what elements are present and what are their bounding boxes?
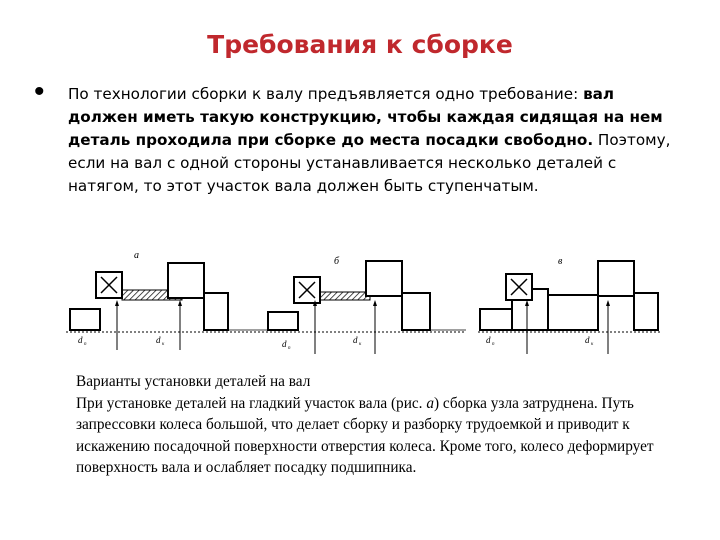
diameter-label: d (282, 339, 287, 349)
requirement-rest: Поэтому, если на вал с одной стороны устанавливается несколько деталей с натягом, то этот участок вала должен быть ступенчатым. (68, 131, 671, 195)
hatched-fit-zone (316, 292, 370, 300)
requirement-intro: По технологии сборки к валу предъявляется одно требование: (68, 85, 584, 103)
diameter-subscript: п (84, 342, 87, 347)
diameter-label: d (353, 335, 358, 345)
wheel (366, 261, 402, 296)
figure-caption (76, 371, 676, 479)
variant-b (266, 256, 466, 354)
diameter-subscript: к (162, 342, 165, 347)
wheel (598, 261, 634, 296)
variant-a (66, 250, 276, 350)
wheel (168, 263, 204, 298)
caption-text: При установке деталей на гладкий участок вала (рис. а) сборка узла затруднена. Путь запрессовки колеса большой, что делает сборку и разборку трудоемкой и приводит к искажению посадочной поверхности отверстия колеса. Кроме того, колесо деформирует поверхность вала и ослабляет посадку подшипника. (76, 394, 654, 476)
diameter-subscript: п (288, 346, 291, 351)
shaft-step-small (268, 312, 298, 330)
diameter-label: d (486, 335, 491, 345)
caption-title: Варианты установки деталей на вал (76, 373, 311, 390)
diameter-subscript: п (492, 342, 495, 347)
bullet-dot: • (34, 75, 45, 108)
shaft-step-small (70, 309, 100, 330)
shaft-collar (634, 293, 658, 330)
shaft-assembly-diagram (60, 250, 660, 370)
requirement-bold: вал должен иметь такую конструкцию, чтобы каждая сидящая на нем деталь проходила при сборке до места посадки свободно. (68, 85, 663, 149)
diameter-subscript: к (591, 342, 594, 347)
diameter-label: d (78, 335, 83, 345)
figure-reference: а (426, 394, 434, 412)
shaft-collar (402, 293, 430, 330)
slide-title: Требования к сборке (207, 30, 513, 59)
diameter-subscript: к (359, 342, 362, 347)
shaft-step-small (480, 309, 512, 330)
shaft-step-seat (548, 295, 598, 330)
variant-label: в (558, 256, 563, 267)
variant-label: б (334, 256, 340, 267)
shaft-collar (204, 293, 228, 330)
variant-c (478, 256, 660, 354)
diameter-label: d (156, 335, 161, 345)
variant-label: а (134, 250, 139, 261)
requirement-paragraph (68, 83, 688, 198)
diameter-label: d (585, 335, 590, 345)
